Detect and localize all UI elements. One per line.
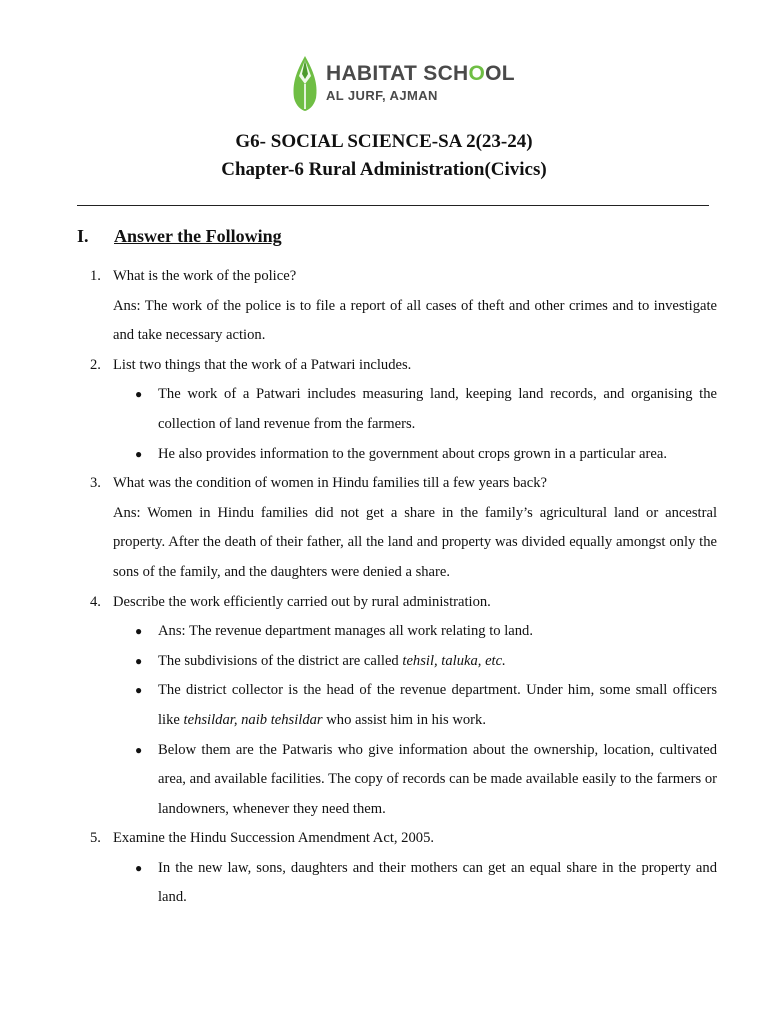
question-number: 3. — [90, 475, 101, 492]
bullet-item: ● In the new law, sons, daughters and their mothers can get an equal share in the property and land. — [90, 854, 717, 913]
bullet-icon: ● — [135, 742, 143, 757]
question-text: What was the condition of women in Hindu families till a few years back? — [113, 475, 548, 492]
exam-title: G6- SOCIAL SCIENCE-SA 2(23-24) — [235, 131, 533, 152]
bullet-item: ● The subdivisions of the district are called tehsil, taluka, etc. — [90, 647, 717, 677]
leaf-pen-icon — [288, 54, 322, 112]
question-5 — [90, 824, 717, 854]
question-number: 5. — [90, 830, 101, 847]
question-text: Examine the Hindu Succession Amendment Act, 2005. — [113, 830, 435, 847]
section-heading-text: Answer the Following — [114, 226, 282, 246]
answer-5-bullets — [90, 854, 717, 913]
answer-4-bullets — [90, 617, 717, 824]
section-heading — [77, 226, 282, 247]
bullet-icon: ● — [135, 387, 143, 402]
section-number: I. — [77, 226, 89, 246]
bullet-icon: ● — [135, 683, 143, 698]
school-logo — [288, 54, 515, 112]
bullet-icon: ● — [135, 860, 143, 875]
bullet-item: ● The district collector is the head of the revenue department. Under him, some small officers like tehsildar, naib tehsildar who assist him in his work. — [90, 676, 717, 735]
question-text: Describe the work efficiently carried out by rural administration. — [113, 593, 491, 610]
bullet-item: ● Below them are the Patwaris who give information about the ownership, location, cultivated area, and available facilities. The copy of records can be made available easily to the farmers or landowners, whenever they need them. — [90, 736, 717, 825]
question-text: What is the work of the police? — [113, 268, 297, 284]
bullet-item: ● He also provides information to the government about crops grown in a particular area. — [90, 440, 717, 470]
question-3 — [90, 469, 717, 499]
question-text: List two things that the work of a Patwari includes. — [113, 356, 412, 373]
question-4 — [90, 588, 717, 618]
question-number: 2. — [90, 356, 101, 373]
school-name: HABITAT SCHOOL — [326, 62, 515, 85]
answer-2-bullets — [90, 380, 717, 469]
question-1 — [90, 262, 717, 292]
answer-3: Ans: Women in Hindu families did not get a share in the family’s agricultural land or ancestral property. After the death of their father, all the land and property was divided equally amongst only the sons of the family, and the daughters were denied a share. — [113, 504, 717, 580]
bullet-icon: ● — [135, 446, 143, 461]
bullet-item: ● Ans: The revenue department manages all work relating to land. — [90, 617, 717, 647]
title-divider — [77, 205, 709, 206]
chapter-title: Chapter-6 Rural Administration(Civics) — [221, 159, 547, 180]
bullet-icon: ● — [135, 653, 143, 668]
answer-1: Ans: The work of the police is to file a report of all cases of theft and other crimes and to investigate and take necessary action. — [113, 297, 717, 344]
question-number: 1. — [90, 268, 101, 284]
question-list — [90, 262, 717, 913]
bullet-item: ● The work of a Patwari includes measuring land, keeping land records, and organising the collection of land revenue from the farmers. — [90, 380, 717, 439]
question-number: 4. — [90, 593, 101, 610]
question-2 — [90, 351, 717, 381]
bullet-icon: ● — [135, 624, 143, 639]
school-location: AL JURF, AJMAN — [326, 88, 438, 103]
